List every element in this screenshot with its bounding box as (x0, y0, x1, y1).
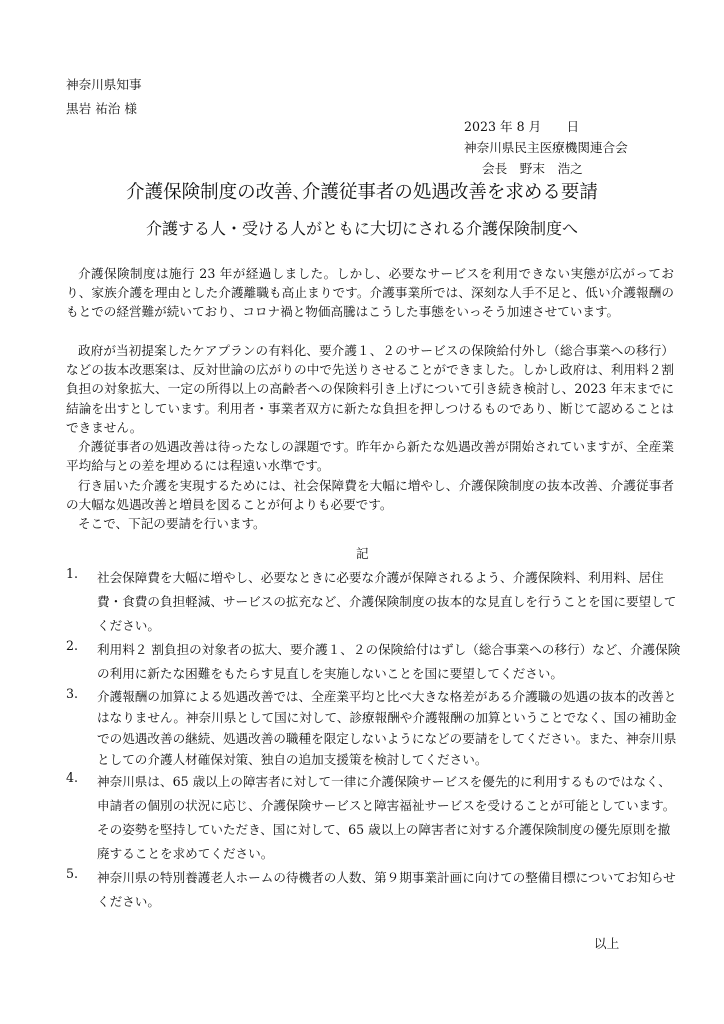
request-item-3 (66, 686, 681, 774)
request-number: 1. (66, 566, 79, 581)
sender-organization: 神奈川県民主医療機関連合会 (464, 140, 628, 155)
addressee-name: 黒岩 祐治 様 (66, 101, 137, 116)
request-item-2 (66, 638, 681, 686)
paragraph-3: 介護従事者の処遇改善は待ったなしの課題です。昨年から新たな処遇改善が開始されていますが、全産業平均給与との差を埋めるには程遠い水準です。 (66, 439, 674, 474)
letter-date: 2023 年 8 月 日 (464, 119, 580, 134)
sender-representative: 会長 野末 浩之 (482, 161, 583, 176)
page-subtitle: 介護する人・受ける人がともに大切にされる介護保険制度へ (145, 219, 578, 238)
paragraph-2: 政府が当初提案したケアプランの有料化、要介護１、２のサービスの保険給付外し（総合事業への移行）などの抜本改悪案は、反対世論の広がりの中で先送りさせることができました。しかし政府は、利用料２割負担の対象拡大、一定の所得以上の高齢者への保険料引き上げについて引き続き検討し、2023 年末までに結論を出すとしています。利用者・事業者双方に新たな負担を押しつけるものであり、断じて認めることはできません。 (66, 343, 674, 435)
request-text: 神奈川県は、65 歳以上の障害者に対して一律に介護保険サービスを優先的に利用するものではなく、申請者の個別の状況に応じ、介護保険サービスと障害福祉サービスを受けることが可能としています。その姿勢を堅持していただき、国に対して、65 歳以上の障害者に対する介護保険制度の優先原則を撤廃することを求めてください。 (97, 774, 676, 861)
request-number: 2. (66, 638, 79, 653)
request-item-4 (66, 770, 681, 866)
paragraph-1: 介護保険制度は施行 23 年が経過しました。しかし、必要なサービスを利用できない実態が広がっており、家族介護を理由とした介護離職も高止まりです。介護事業所では、深刻な人手不足と、低い介護報酬のもとでの経営難が続いており、コロナ禍と物価高騰はこうした事態をいっそう加速させています。 (66, 266, 674, 320)
request-number: 4. (66, 770, 79, 785)
request-text: 神奈川県の特別養護老人ホームの待機者の人数、第９期事業計画に向けての整備目標についてお知らせください。 (97, 870, 676, 909)
closing-remark: 以上 (594, 936, 620, 951)
paragraph-5: そこで、下記の要請を行います。 (78, 516, 266, 531)
request-text: 社会保障費を大幅に増やし、必要なときに必要な介護が保障されるよう、介護保険料、利用料、居住費・食費の負担軽減、サービスの拡充など、介護保険制度の抜本的な見直しを行うことを国に要望してください。 (97, 570, 677, 633)
request-item-5 (66, 866, 681, 914)
request-number: 3. (66, 686, 79, 701)
request-text: 介護報酬の加算による処遇改善では、全産業平均と比べ大きな格差がある介護職の処遇の抜本的改善とはなりません。神奈川県として国に対して、診療報酬や介護報酬の加算ということでなく、国の補助金での処遇改善の継続、処遇改善の職種を限定しないようになどの要請をしてください。また、神奈川県としての介護人材確保対策、独自の追加支援策を検討してください。 (97, 689, 677, 767)
request-number: 5. (66, 866, 79, 881)
addressee-title: 神奈川県知事 (66, 77, 142, 92)
request-item-1 (66, 566, 681, 638)
ki-heading: 記 (356, 546, 369, 561)
page-title: 介護保険制度の改善､介護従事者の処遇改善を求める要請 (126, 182, 598, 203)
paragraph-4: 行き届いた介護を実現するためには、社会保障費を大幅に増やし、介護保険制度の抜本改善、介護従事者の大幅な処遇改善と増員を図ることが何よりも必要です。 (66, 478, 674, 513)
request-text: 利用料２ 割負担の対象者の拡大、要介護１、２の保険給付はずし（総合事業への移行）など、介護保険の利用に新たな困難をもたらす見直しを実施しないことを国に要望してください。 (97, 642, 681, 681)
